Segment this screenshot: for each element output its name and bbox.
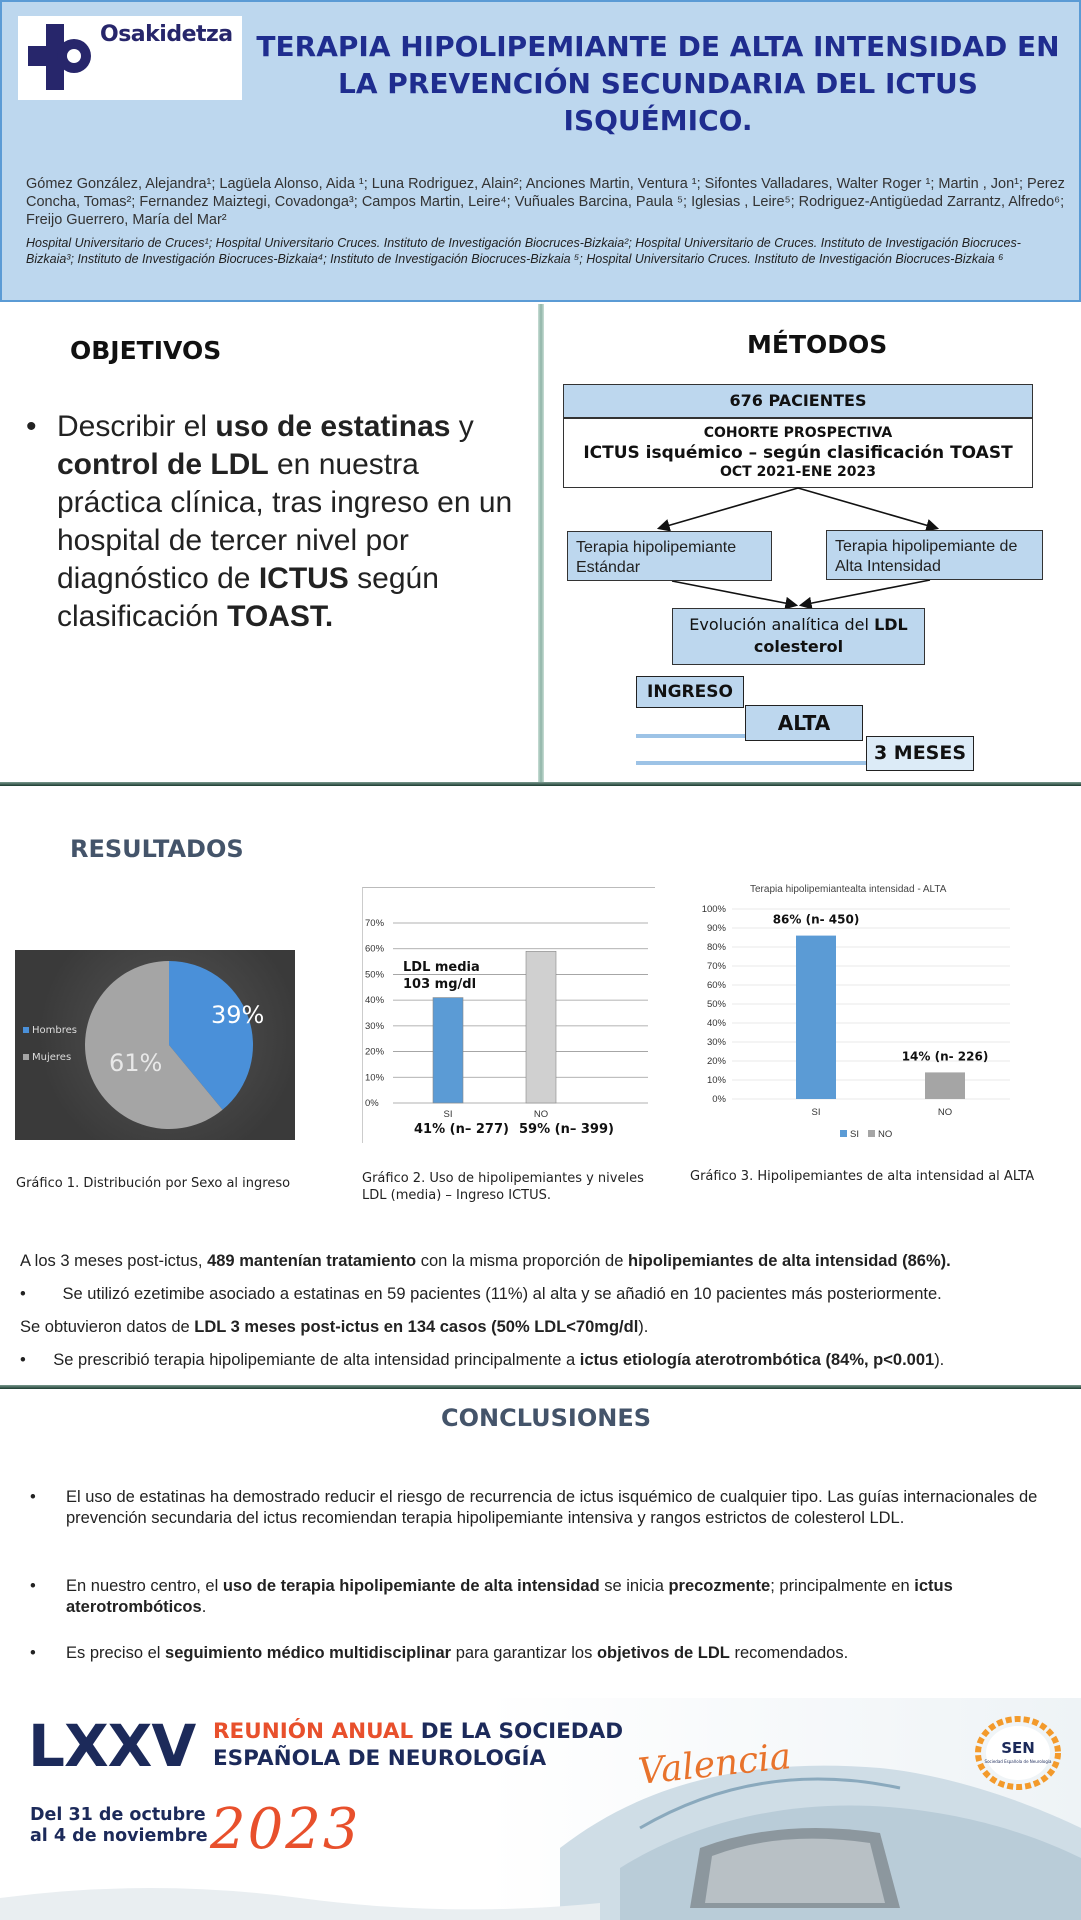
objetivos-heading: OBJETIVOS: [70, 336, 222, 365]
y-tick-label: 10%: [706, 1075, 726, 1086]
text-run: al 4 de noviembre: [30, 1826, 208, 1846]
result-line: [20, 1344, 1070, 1377]
y-tick-label: 50%: [365, 969, 385, 981]
timeline-line: [636, 761, 868, 765]
sen-subtext: Sociedad Española de Neurología: [984, 1759, 1052, 1764]
pie-svg: [15, 950, 295, 1140]
legend-swatch-mujeres: [23, 1054, 29, 1060]
bar-si: [796, 936, 836, 1099]
authors: Gómez González, Alejandra¹; Lagüela Alonso, Aida ¹; Luna Rodriguez, Alain²; Anciones Martin, Ventura ¹; Sifontes Valladares, Walter Roger ¹; Martin , Jon¹; Perez Concha, Tomas²; Fernandez Maiztegi, Covadonga³; Campos Martin, Leire⁴; Vuñuales Barcina, Paula ⁵; Iglesias , Leire⁵; Rodriguez-Antigüedad Zarrantz, Alfredo⁶; Freijo Guerrero, María del Mar²: [26, 176, 1065, 227]
text-bold: ICTUS: [258, 562, 349, 595]
bar-no: [925, 1072, 965, 1099]
ldl-evolution-box: [672, 608, 925, 665]
affiliations: Hospital Universitario de Cruces¹; Hospital Universitario Cruces. Instituto de Investigación Biocruces-Bizkaia²; Hospital Universitario de Cruces. Instituto de Investigación Biocruces-Bizkaia³; Instituto de Investigación Biocruces-Bizkaia⁴; Instituto de Investigación Biocruces-Bizkaia ⁵; Hospital Universitario Cruces. Instituto de Investigación Biocruces-Bizkaia ⁶: [26, 236, 1021, 266]
y-tick-label: 50%: [706, 999, 726, 1010]
result-line: [20, 1245, 1070, 1278]
bar-data-label: 86% (n- 450): [772, 912, 860, 927]
bullet: •: [30, 1488, 36, 1506]
title-line: LA PREVENCIÓN SECUNDARIA DEL ICTUS: [338, 67, 978, 100]
bullet: •: [26, 410, 37, 443]
y-tick-label: 20%: [706, 1056, 726, 1067]
section-divider: [0, 782, 1081, 786]
legend-swatch-no: [868, 1130, 875, 1137]
bar-chart-svg: [363, 888, 656, 1144]
legend-label: SI: [850, 1129, 859, 1140]
text-bold: hipolipemiantes de alta intensidad (86%).: [628, 1252, 951, 1270]
metodos-heading: MÉTODOS: [747, 330, 888, 359]
legend-swatch-hombres: [23, 1027, 29, 1033]
conclusion-text: El uso de estatinas ha demostrado reducir el riesgo de recurrencia de ictus isquémico de cualquier tipo. Las guías internacionales de prevención secundaria del ictus recomiendan terapia hipolipemiante intensiva y rangos estrictos de colesterol LDL.: [66, 1488, 1038, 1527]
text-run: Describir el: [57, 410, 216, 443]
x-tick-label: NO: [533, 1109, 549, 1120]
y-tick-label: 40%: [365, 995, 385, 1007]
text-run: en nuestra práctica clínica, tras ingreso en un hospital de tercer nivel por diagnóstico de: [57, 448, 513, 595]
text-run: REUNIÓN ANUAL: [213, 1719, 421, 1744]
cohort-line: ICTUS isquémico – según clasificación TOAST: [583, 443, 1013, 463]
y-tick-label: 100%: [701, 904, 726, 915]
flow-arrows: [0, 0, 1081, 800]
legend-label: Mujeres: [32, 1052, 72, 1063]
timeline-ingreso: INGRESO: [636, 676, 744, 708]
conclusion-item: [30, 1643, 1045, 1664]
bar-no: [526, 951, 556, 1103]
text-run: según clasificación: [57, 562, 439, 633]
text-bold: precozmente: [668, 1577, 771, 1595]
timeline-line: [636, 734, 746, 738]
text-run: se inicia: [599, 1577, 669, 1595]
y-tick-label: 40%: [706, 1018, 726, 1029]
meeting-dates: [30, 1805, 208, 1847]
text-run: para garantizar los: [451, 1644, 597, 1662]
y-tick-label: 70%: [706, 961, 726, 972]
chart1-caption: Gráfico 1. Distribución por Sexo al ingreso: [16, 1176, 291, 1191]
sex-pie-chart: [15, 950, 295, 1140]
text-run: • Se prescribió terapia hipolipemiante de alta intensidad principalmente a: [20, 1351, 580, 1369]
y-tick-label: 20%: [365, 1046, 385, 1058]
conclusion-text: [66, 1576, 1045, 1618]
annotation: LDL media: [403, 960, 480, 975]
text-run: Del 31 de octubre: [30, 1805, 206, 1825]
sen-text: SEN: [1001, 1739, 1035, 1757]
y-tick-label: 0%: [365, 1098, 379, 1109]
ldl-bar-chart: [362, 887, 655, 1143]
text-bold: ictus etiología aterotrombótica (84%, p<0.001: [579, 1351, 935, 1369]
bar-data-label: 41% (n– 277): [414, 1122, 509, 1137]
text-run: recomendados.: [729, 1644, 849, 1662]
text-run: con la misma proporción de: [416, 1252, 628, 1270]
x-tick-label: NO: [937, 1107, 953, 1118]
resultados-heading: RESULTADOS: [70, 835, 244, 863]
y-tick-label: 60%: [706, 980, 726, 991]
patients-box: 676 PACIENTES: [563, 384, 1033, 418]
text-bold: LDL colesterol: [753, 615, 908, 656]
text-run: A los 3 meses post-ictus,: [20, 1252, 208, 1270]
text-run: ).: [638, 1318, 649, 1336]
cohort-line: OCT 2021-ENE 2023: [719, 464, 877, 480]
results-text: [20, 1245, 1070, 1377]
text-bold: ictus aterotrombóticos: [66, 1577, 953, 1616]
bar-data-label: 14% (n- 226): [901, 1049, 989, 1064]
y-tick-label: 0%: [712, 1094, 726, 1105]
text-run: ).: [934, 1351, 945, 1369]
x-tick-label: SI: [811, 1107, 821, 1118]
pie-label: 39%: [211, 1001, 265, 1029]
text-bold: LDL 3 meses post-ictus en 134 casos (50% LDL<70mg/dl: [194, 1318, 639, 1336]
chart-title: Terapia hipolipemiantealta intensidad - ALTA: [750, 884, 947, 895]
y-tick-label: 30%: [706, 1037, 726, 1048]
bar-chart-svg: [700, 880, 1020, 1145]
meeting-name: [213, 1718, 623, 1772]
timeline-alta: ALTA: [745, 705, 863, 741]
chart3-caption: Gráfico 3. Hipolipemiantes de alta intensidad al ALTA: [690, 1169, 1035, 1184]
title-line: TERAPIA HIPOLIPEMIANTE DE ALTA INTENSIDAD EN: [256, 30, 1060, 63]
conclusion-item: [30, 1576, 1045, 1618]
high-intensity-bar-chart: [700, 880, 1020, 1145]
bar-data-label: 59% (n– 399): [519, 1122, 614, 1137]
legend-label: NO: [878, 1129, 893, 1140]
meeting-year: 2023: [210, 1797, 361, 1862]
text-run: En nuestro centro, el: [66, 1577, 223, 1595]
high-intensity-therapy-box: Terapia hipolipemiante de Alta Intensidad: [826, 530, 1043, 580]
legend-label: Hombres: [32, 1025, 77, 1036]
conclusion-text: [66, 1643, 1045, 1664]
legend-swatch-si: [840, 1130, 847, 1137]
text-bold: TOAST.: [227, 600, 334, 633]
bullet: •: [30, 1644, 36, 1662]
pie-label: 61%: [109, 1049, 163, 1077]
y-tick-label: 70%: [365, 918, 385, 929]
y-tick-label: 80%: [706, 942, 726, 953]
section-divider: [0, 1385, 1081, 1389]
result-line: [20, 1311, 1070, 1344]
meeting-city: Valencia: [636, 1736, 794, 1793]
text-bold: seguimiento médico multidisciplinar: [165, 1644, 452, 1662]
cohort-line: COHORTE PROSPECTIVA: [703, 425, 893, 441]
x-tick-label: SI: [443, 1109, 453, 1120]
annotation: 103 mg/dl: [403, 977, 477, 992]
arrow-to-standard: [660, 488, 798, 528]
text-run: Evolución analítica del: [689, 615, 875, 634]
result-line: • Se utilizó ezetimibe asociado a estatinas en 59 pacientes (11%) al alta y se añadió en 10 pacientes más posteriormente.: [20, 1285, 942, 1303]
text-run: y: [450, 410, 474, 443]
text-run: Es preciso el: [66, 1644, 166, 1662]
y-tick-label: 90%: [706, 923, 726, 934]
arrow-to-evolution: [802, 580, 930, 605]
bar-si: [433, 998, 463, 1103]
conclusiones-heading: CONCLUSIONES: [441, 1404, 652, 1432]
text-run: ; principalmente en: [770, 1577, 915, 1595]
arrow-to-evolution: [672, 581, 795, 605]
y-tick-label: 10%: [365, 1072, 385, 1084]
text-run: Se obtuvieron datos de: [20, 1318, 195, 1336]
text-bold: control de LDL: [57, 448, 269, 481]
logo-text: Osakidetza: [100, 22, 233, 47]
text-bold: objetivos de LDL: [596, 1644, 730, 1662]
title-line: ISQUÉMICO.: [563, 104, 753, 137]
text-run: ESPAÑOLA DE NEUROLOGÍA: [213, 1746, 547, 1771]
text-bold: uso de estatinas: [215, 410, 451, 443]
arrow-to-high: [798, 488, 936, 528]
chart2-caption: Gráfico 2. Uso de hipolipemiantes y niveles LDL (media) – Ingreso ICTUS.: [362, 1171, 644, 1203]
standard-therapy-box: Terapia hipolipemiante Estándar: [567, 531, 772, 581]
text-bold: 489 mantenían tratamiento: [207, 1252, 417, 1270]
sen-logo: [972, 1713, 1064, 1791]
lxxv-title: LXXV: [28, 1712, 196, 1780]
conclusion-item: [30, 1487, 1045, 1529]
text-run: DE LA SOCIEDAD: [420, 1719, 624, 1744]
text-bold: uso de terapia hipolipemiante de alta intensidad: [222, 1577, 600, 1595]
text-run: .: [201, 1598, 207, 1616]
y-tick-label: 30%: [365, 1020, 385, 1032]
bullet: •: [30, 1577, 36, 1595]
timeline-3-meses: 3 MESES: [866, 736, 974, 771]
y-tick-label: 60%: [365, 943, 385, 955]
